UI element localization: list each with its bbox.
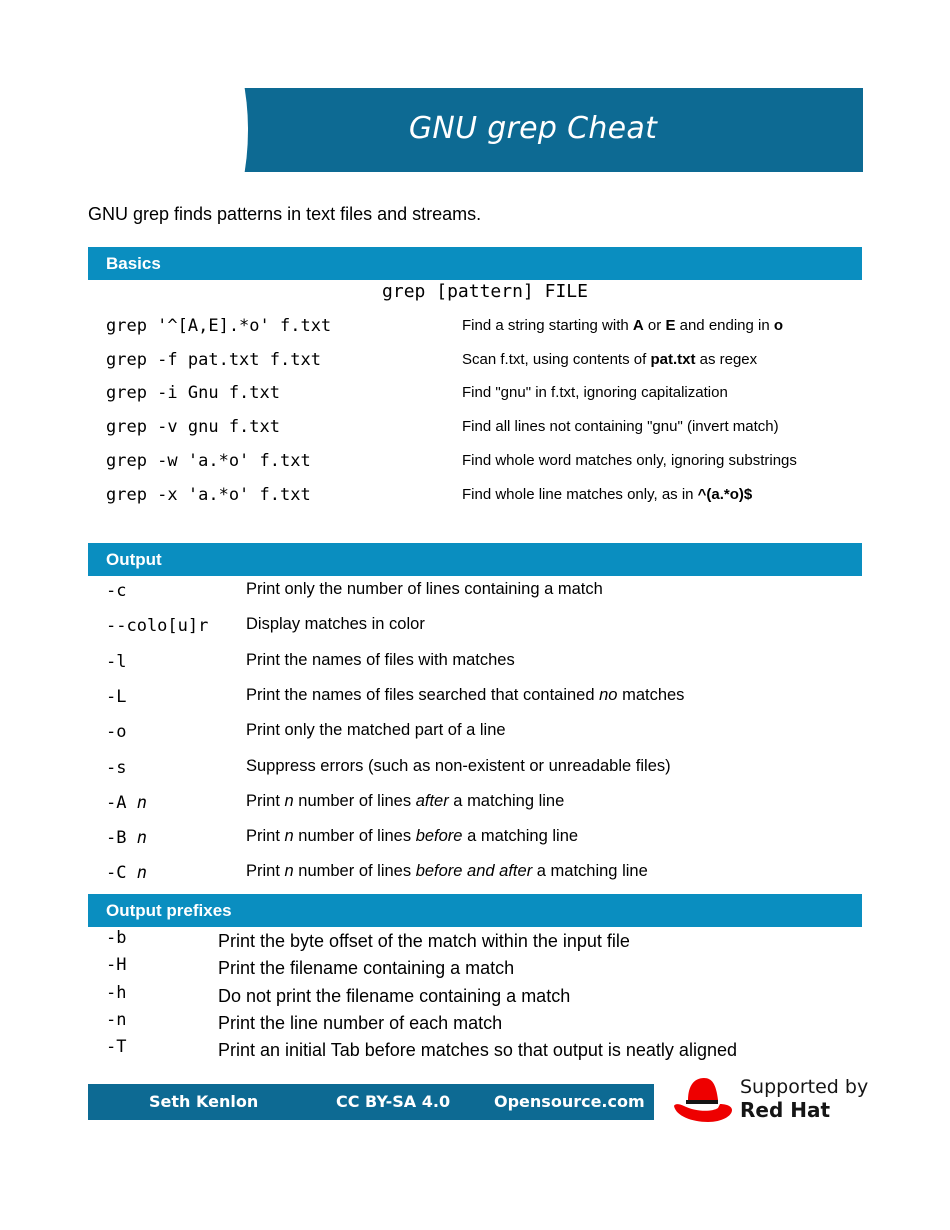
output-row bbox=[88, 862, 862, 892]
output-row bbox=[88, 792, 862, 822]
basics-description: Find whole word matches only, ignoring substrings bbox=[462, 452, 797, 469]
output-flag: -c bbox=[106, 581, 127, 601]
basics-row bbox=[88, 451, 862, 481]
prefix-flag: -T bbox=[106, 1037, 127, 1057]
output-description: Print only the number of lines containing a match bbox=[246, 580, 603, 598]
prefix-description: Print the byte offset of the match within the input file bbox=[218, 931, 630, 951]
output-description: Suppress errors (such as non-existent or unreadable files) bbox=[246, 757, 671, 775]
output-row bbox=[88, 757, 862, 787]
prefix-description: Print the line number of each match bbox=[218, 1013, 503, 1033]
output-flag: -A n bbox=[106, 793, 147, 813]
prefix-flag: -n bbox=[106, 1010, 127, 1030]
basics-command: grep -f pat.txt f.txt bbox=[106, 350, 321, 370]
basics-row bbox=[88, 316, 862, 346]
output-description: Print n number of lines before a matching line bbox=[246, 827, 579, 845]
basics-syntax: grep [pattern] FILE bbox=[382, 281, 588, 302]
prefix-description: Print an initial Tab before matches so that output is neatly aligned bbox=[218, 1040, 737, 1060]
basics-command: grep -i Gnu f.txt bbox=[106, 383, 280, 403]
output-row bbox=[88, 615, 862, 645]
basics-command: grep -x 'a.*o' f.txt bbox=[106, 485, 311, 505]
footer-site: Opensource.com bbox=[494, 1092, 645, 1111]
output-description: Print the names of files searched that contained no matches bbox=[246, 686, 685, 704]
footer-bar bbox=[88, 1084, 654, 1120]
prefix-flag: -h bbox=[106, 983, 127, 1003]
output-flag: -L bbox=[106, 687, 127, 707]
prefix-flag: -b bbox=[106, 928, 127, 948]
prefix-description: Print the filename containing a match bbox=[218, 958, 515, 978]
basics-command: grep -v gnu f.txt bbox=[106, 417, 280, 437]
output-row bbox=[88, 827, 862, 857]
basics-description: Scan f.txt, using contents of pat.txt as regex bbox=[462, 351, 758, 368]
basics-row bbox=[88, 350, 862, 380]
basics-row bbox=[88, 383, 862, 413]
output-flag: -B n bbox=[106, 828, 147, 848]
output-flag: -l bbox=[106, 652, 127, 672]
redhat-fedora-icon bbox=[672, 1076, 734, 1124]
output-flag: -o bbox=[106, 722, 127, 742]
prefix-row bbox=[88, 955, 862, 984]
footer-license: CC BY-SA 4.0 bbox=[336, 1092, 451, 1111]
redhat-badge bbox=[672, 1076, 872, 1126]
prefix-flag: -H bbox=[106, 955, 127, 975]
section-header-output-prefixes: Output prefixes bbox=[88, 894, 862, 927]
output-description: Print n number of lines after a matching line bbox=[246, 792, 565, 810]
output-row bbox=[88, 721, 862, 751]
prefix-row bbox=[88, 983, 862, 1012]
basics-row bbox=[88, 417, 862, 447]
output-description: Print only the matched part of a line bbox=[246, 721, 506, 739]
prefix-row bbox=[88, 1037, 862, 1066]
output-flag: -s bbox=[106, 758, 127, 778]
output-row bbox=[88, 686, 862, 716]
basics-description: Find whole line matches only, as in ^(a.*o)$ bbox=[462, 486, 753, 503]
intro-text: GNU grep finds patterns in text files and streams. bbox=[88, 204, 482, 224]
output-description: Print n number of lines before and after a matching line bbox=[246, 862, 648, 880]
output-flag: -C n bbox=[106, 863, 147, 883]
section-header-basics: Basics bbox=[88, 247, 862, 280]
basics-row bbox=[88, 485, 862, 515]
prefix-description: Do not print the filename containing a match bbox=[218, 986, 571, 1006]
page-title: GNU grep Cheat Sheet bbox=[408, 111, 658, 228]
output-description: Print the names of files with matches bbox=[246, 651, 515, 669]
output-flag: --colo[u]r bbox=[106, 616, 209, 636]
basics-description: Find "gnu" in f.txt, ignoring capitalization bbox=[462, 384, 728, 401]
output-row bbox=[88, 651, 862, 681]
supported-by-label: Supported by bbox=[740, 1076, 869, 1098]
basics-description: Find a string starting with A or E and ending in o bbox=[462, 317, 784, 334]
basics-command: grep '^[A,E].*o' f.txt bbox=[106, 316, 332, 336]
basics-description: Find all lines not containing "gnu" (invert match) bbox=[462, 418, 779, 435]
section-header-output: Output bbox=[88, 543, 862, 576]
output-description: Display matches in color bbox=[246, 615, 425, 633]
banner-curve bbox=[98, 0, 248, 272]
basics-command: grep -w 'a.*o' f.txt bbox=[106, 451, 311, 471]
redhat-wordmark: Red Hat bbox=[740, 1098, 831, 1122]
prefix-row bbox=[88, 1010, 862, 1039]
footer-author: Seth Kenlon bbox=[149, 1092, 259, 1111]
prefix-row bbox=[88, 928, 862, 957]
output-row bbox=[88, 580, 862, 610]
